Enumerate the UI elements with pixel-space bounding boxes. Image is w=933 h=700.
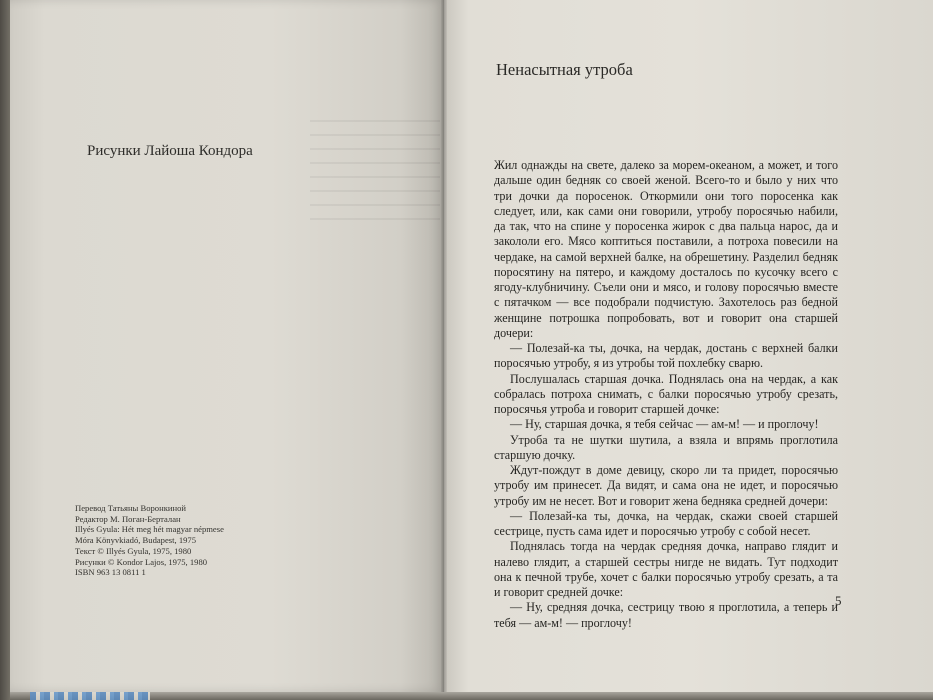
colophon-line: Перевод Татьяны Воронкиной xyxy=(75,503,186,513)
colophon-line: Текст © Illyés Gyula, 1975, 1980 xyxy=(75,545,192,556)
left-page xyxy=(10,0,444,692)
cover-pattern-strip xyxy=(30,692,150,700)
chapter-title: Ненасытная утроба xyxy=(496,60,633,79)
colophon-line: Редактор М. Поган-Берталан xyxy=(75,513,181,524)
story-paragraph: — Полезай-ка ты, дочка, на чердак, скажи своей старшей сестрице, пусть сама идет и поросячью утробу с собой несет. xyxy=(494,508,838,538)
colophon-line: Illyés Gyula: Hét meg hét magyar népmese xyxy=(75,524,224,535)
story-paragraph: Послушалась старшая дочка. Поднялась она на чердак, а как собралась потроха снимать, с балки поросячью утробу срезать, поросячья утроба и говорит старшей дочке: xyxy=(494,371,838,416)
story-paragraph: Ждут-пождут в доме девицу, скоро ли та придет, поросячью утробу им принесет. Да видят, и сама она не идет, и поросячью утробу им не несет. Вот и говорит жена бедняка средней дочери: xyxy=(494,463,838,508)
colophon-line: ISBN 963 13 0811 1 xyxy=(75,567,146,578)
colophon xyxy=(75,503,224,578)
colophon-line: Móra Könyvkiadó, Budapest, 1975 xyxy=(75,535,197,546)
page-number: 5 xyxy=(835,593,842,608)
story-paragraph: Жил однажды на свете, далеко за морем-океаном, а может, и того дальше один бедняк со своей женой. Всего-то и было у них что три дочки да поросенок. Откормили они того поросенка как следует, или, как сами они говорили, утробу поросячью набили, да так, что на спине у поросенка жирок с два пальца нарос, да и закололи его. Мясо коптиться поставили, а потроха повесили на чердаке, на самой верхней балке, на обрешетину. Разделил бедняк поросятину на пятеро, и каждому досталось по кусочку всего с ягоду-клубничину. Съели они и мясо, и голову поросячью вместе с пятачком — все подобрали подчистую. Захотелось раз бедной женщине потрошка попробовать, вот и говорит она старшей дочери: xyxy=(494,158,838,340)
book-gutter xyxy=(441,0,447,692)
show-through-text xyxy=(310,120,440,230)
story-paragraph: Поднялась тогда на чердак средняя дочка, направо глядит и налево глядит, а старшей сестры нигде не видать. Тут подходит она к печной трубе, хочет с балки поросячью утробу срезать, а та и говорит средней дочке: xyxy=(494,539,838,599)
illustrations-credit: Рисунки Лайоша Кондора xyxy=(87,143,253,159)
story-paragraph: Утроба та не шутки шутила, а взяла и впрямь проглотила старшую дочку. xyxy=(494,432,838,462)
story-paragraph: — Ну, старшая дочка, я тебя сейчас — ам-м! — и проглочу! xyxy=(510,417,819,432)
colophon-line: Рисунки © Kondor Lajos, 1975, 1980 xyxy=(75,556,208,567)
story-text xyxy=(494,158,838,631)
story-paragraph: — Ну, средняя дочка, сестрицу твою я проглотила, а теперь и тебя — ам-м! — проглочу! xyxy=(494,600,838,630)
story-paragraph: — Полезай-ка ты, дочка, на чердак, достань с верхней балки поросячью утробу, я из утробы той похлебку сварю. xyxy=(494,341,838,371)
